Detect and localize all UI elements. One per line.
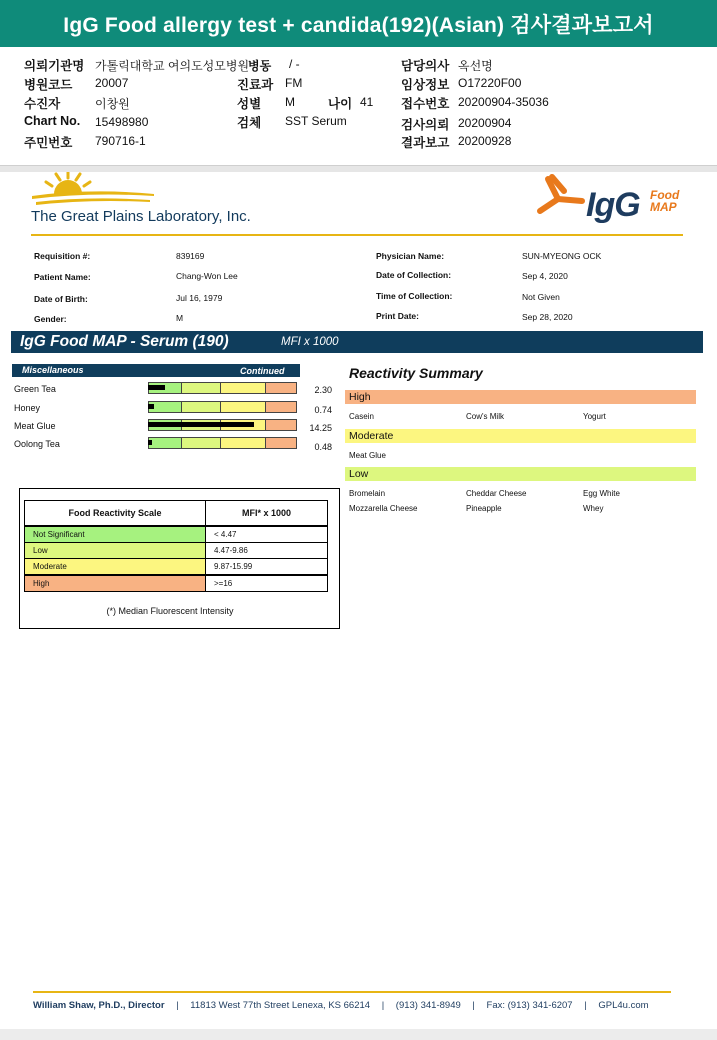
receipt-no-label: 접수번호 [401, 97, 450, 111]
report-date-value: 20200928 [458, 134, 512, 148]
page-separator [0, 165, 717, 172]
clinical-info-value: O17220F00 [458, 76, 522, 90]
sex-value: M [285, 95, 295, 109]
footer-separator: | [176, 1000, 179, 1011]
high-category-bar: High [345, 390, 696, 404]
footer-separator: | [584, 1000, 587, 1011]
physician-value: SUN-MYEONG OCK [522, 251, 602, 261]
requisition-value: 839169 [176, 251, 205, 261]
sex-label: 성별 [237, 97, 262, 111]
igg-logo-food: Food [650, 188, 680, 202]
footer-fax: Fax: (913) 341-6207 [486, 1000, 573, 1011]
footer-separator: | [472, 1000, 475, 1011]
patient-kr-value: 이창원 [95, 97, 130, 111]
igg-logo-map: MAP [650, 200, 677, 214]
hospital-code-label: 병원코드 [24, 78, 73, 92]
moderate-item: Meat Glue [349, 451, 386, 460]
resident-no-label: 주민번호 [24, 136, 73, 150]
dob-label: Date of Birth: [34, 294, 88, 304]
ward-value: / - [289, 57, 300, 71]
igg-logo-text: IgG [586, 186, 640, 224]
age-label: 나이 [328, 97, 353, 111]
physician-label: Physician Name: [376, 251, 445, 261]
high-item: Cow's Milk [466, 412, 504, 421]
resident-no-value: 790716-1 [95, 134, 146, 148]
high-item: Casein [349, 412, 374, 421]
sun-logo-icon [30, 172, 160, 210]
chart-no-label: Chart No. [24, 114, 81, 128]
scale-level-moderate: Moderate [24, 558, 206, 575]
misc-title: Miscellaneous [22, 365, 84, 375]
footer-phone: (913) 341-8949 [395, 1000, 461, 1011]
scale-level-not-significant: Not Significant [24, 526, 206, 543]
reactivity-title: Reactivity Summary [349, 365, 483, 381]
footer-director: William Shaw, Ph.D., Director [33, 1000, 165, 1011]
hospital-label: 의뢰기관명 [24, 59, 85, 73]
clinical-info-label: 임상정보 [401, 78, 450, 92]
section-header [11, 331, 703, 353]
reactivity-track [148, 437, 297, 449]
lab-name: The Great Plains Laboratory, Inc. [31, 208, 251, 225]
reactivity-track [148, 401, 297, 413]
antibody-icon [534, 173, 588, 219]
scale-range: 9.87-15.99 [205, 558, 328, 575]
doctor-label: 담당의사 [401, 59, 450, 73]
low-item: Egg White [583, 489, 620, 498]
scale-range: < 4.47 [205, 526, 328, 543]
misc-header [12, 364, 300, 377]
print-date-label: Print Date: [376, 311, 419, 321]
doctor-value: 옥선명 [458, 59, 493, 73]
food-name: Meat Glue [14, 421, 56, 431]
print-date-value: Sep 28, 2020 [522, 312, 573, 322]
low-category-bar: Low [345, 467, 696, 481]
patient-kr-label: 수진자 [24, 97, 61, 111]
scale-range: >=16 [205, 575, 328, 592]
section-title: IgG Food MAP - Serum (190) [20, 333, 229, 350]
food-value: 2.30 [314, 385, 332, 395]
specimen-label: 검체 [237, 116, 262, 130]
patient-name-value: Chang-Won Lee [176, 271, 238, 281]
ward-label: 병동 [248, 59, 272, 73]
reactivity-track [148, 382, 297, 394]
footer-gold-line [33, 991, 671, 993]
collection-date-value: Sep 4, 2020 [522, 271, 568, 281]
requisition-label: Requisition #: [34, 251, 91, 261]
reactivity-bar [148, 422, 254, 427]
receipt-no-value: 20200904-35036 [458, 95, 549, 109]
low-item: Mozzarella Cheese [349, 504, 418, 513]
gender-value: M [176, 313, 184, 323]
reactivity-bar [148, 404, 154, 409]
food-name: Green Tea [14, 384, 56, 394]
reactivity-bar [148, 385, 165, 390]
collection-date-label: Date of Collection: [376, 270, 452, 280]
gender-label: Gender: [34, 314, 67, 324]
report-title: IgG Food allergy test + candida(192)(Asian) 검사결과보고서 [0, 0, 717, 47]
food-name: Honey [14, 403, 41, 413]
scale-header-level: Food Reactivity Scale [24, 500, 206, 526]
low-item: Pineapple [466, 504, 502, 513]
collection-time-label: Time of Collection: [376, 291, 453, 301]
moderate-category-bar: Moderate [345, 429, 696, 443]
hospital-code-value: 20007 [95, 76, 129, 90]
bottom-page-band [0, 1029, 717, 1040]
low-item: Whey [583, 504, 604, 513]
footer [33, 1000, 649, 1011]
misc-continued: Continued [240, 366, 285, 376]
request-date-label: 검사의뢰 [401, 118, 450, 132]
scale-level-high: High [24, 575, 206, 592]
specimen-value: SST Serum [285, 114, 347, 128]
high-item: Yogurt [583, 412, 606, 421]
food-value: 0.74 [314, 405, 332, 415]
request-date-value: 20200904 [458, 116, 512, 130]
patient-name-label: Patient Name: [34, 272, 91, 282]
dept-label: 진료과 [237, 78, 274, 92]
chart-no-value: 15498980 [95, 115, 149, 129]
scale-level-low: Low [24, 542, 206, 559]
footer-website: GPL4u.com [598, 1000, 649, 1011]
food-name: Oolong Tea [14, 439, 60, 449]
footer-separator: | [381, 1000, 385, 1011]
dob-value: Jul 16, 1979 [176, 293, 223, 303]
food-value: 14.25 [309, 423, 332, 433]
scale-range: 4.47-9.86 [205, 542, 328, 559]
mfi-footnote: (*) Median Fluorescent Intensity [106, 606, 234, 616]
scale-header-mfi: MFI* x 1000 [205, 500, 328, 526]
footer-address: 11813 West 77th Street Lenexa, KS 66214 [190, 1000, 371, 1011]
age-value: 41 [360, 95, 374, 109]
igg-logo-sub [650, 189, 679, 213]
header-gold-line [31, 234, 683, 236]
low-item: Bromelain [349, 489, 386, 498]
section-subtitle: MFI x 1000 [281, 336, 339, 348]
dept-value: FM [285, 76, 303, 90]
collection-time-value: Not Given [522, 292, 560, 302]
report-date-label: 결과보고 [401, 136, 450, 150]
reactivity-bar [148, 440, 152, 445]
food-value: 0.48 [314, 442, 332, 452]
low-item: Cheddar Cheese [466, 489, 527, 498]
hospital-value: 가톨릭대학교 여의도성모병원 [95, 59, 250, 73]
